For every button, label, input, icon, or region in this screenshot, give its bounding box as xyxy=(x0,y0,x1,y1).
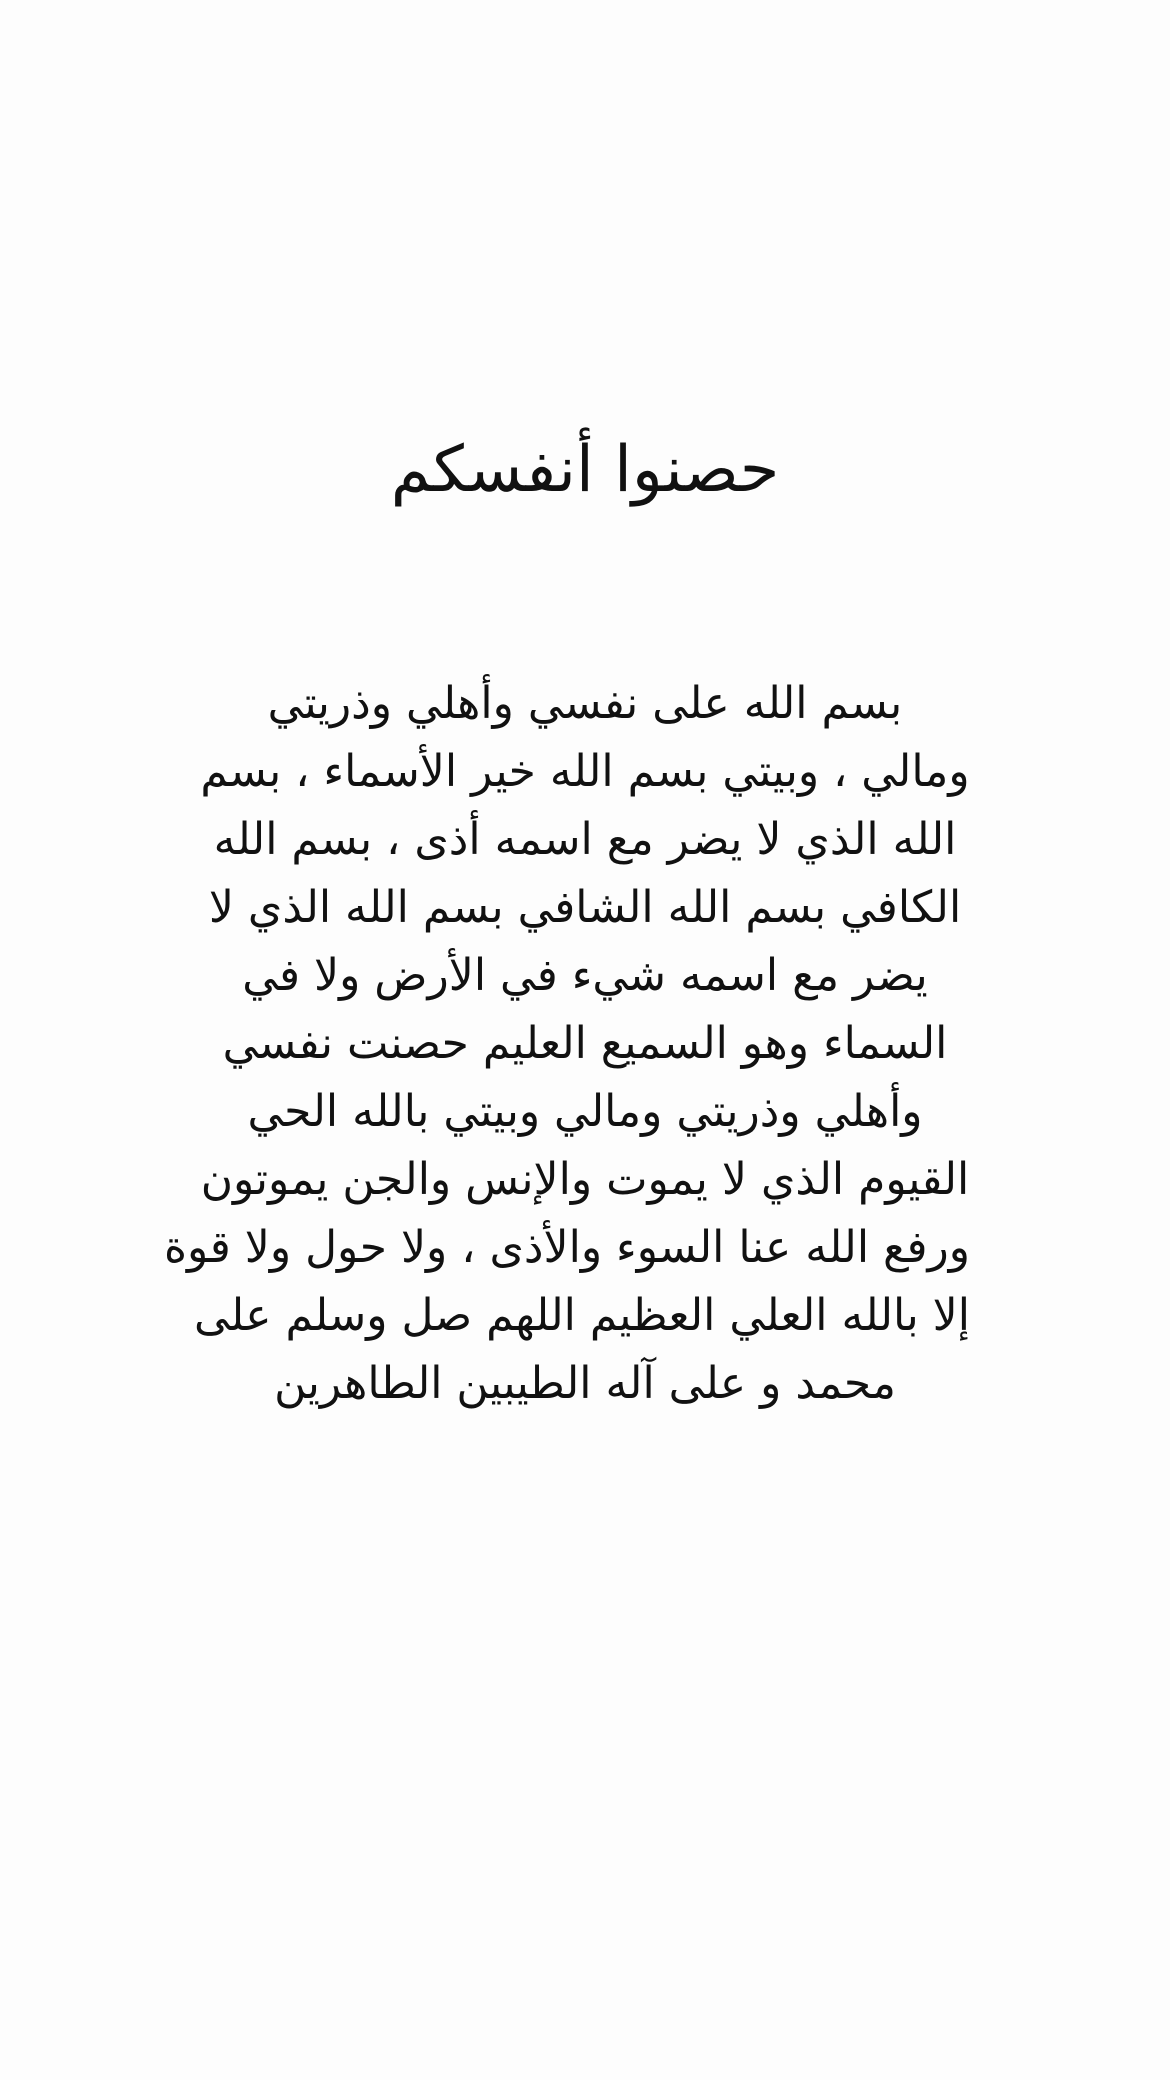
supplication-text xyxy=(163,670,970,1418)
text-line: يضر مع اسمه شيء في الأرض ولا في xyxy=(242,950,928,1001)
text-line: بسم الله على نفسي وأهلي وذريتي xyxy=(267,678,903,729)
text-line: إلا بالله العلي العظيم اللهم صل وسلم على xyxy=(194,1290,970,1341)
text-line: الكافي بسم الله الشافي بسم الله الذي لا xyxy=(208,882,962,933)
text-line: السماء وهو السميع العليم حصنت نفسي xyxy=(222,1018,948,1069)
text-line: القيوم الذي لا يموت والإنس والجن يموتون xyxy=(200,1154,970,1205)
text-line: محمد و على آله الطيبين الطاهرين xyxy=(274,1358,896,1409)
text-line: ورفع الله عنا السوء والأذى ، ولا حول ولا قوة xyxy=(163,1222,970,1273)
text-line: ومالي ، وبيتي بسم الله خير الأسماء ، بسم xyxy=(200,746,970,797)
page-title: حصنوا أنفسكم xyxy=(390,433,780,507)
text-line: وأهلي وذريتي ومالي وبيتي بالله الحي xyxy=(247,1086,923,1137)
text-line: الله الذي لا يضر مع اسمه أذى ، بسم الله xyxy=(213,814,957,865)
